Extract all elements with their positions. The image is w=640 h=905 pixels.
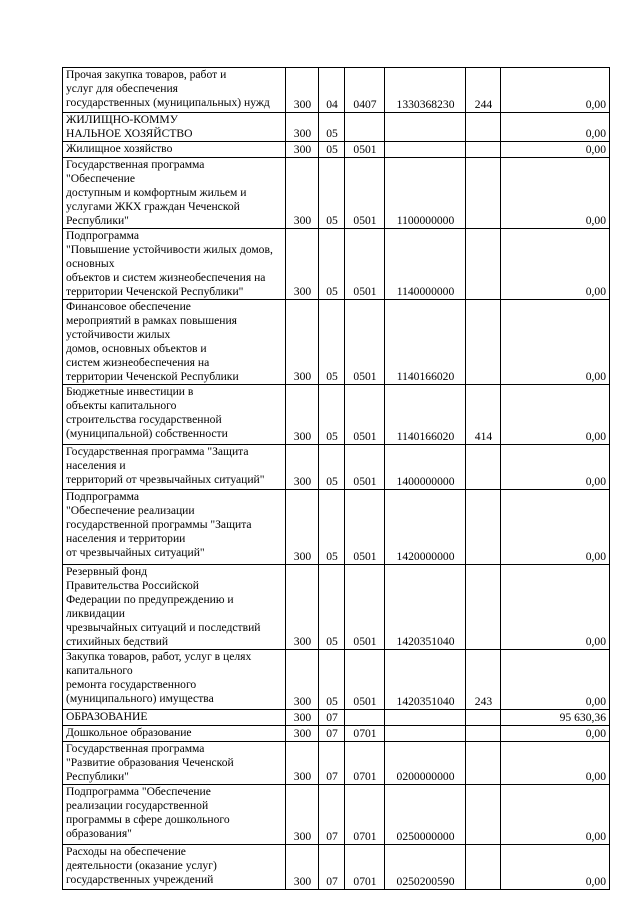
row-section: 05 [319,113,345,142]
row-section: 05 [319,650,345,710]
row-section: 05 [319,229,345,300]
row-name [63,845,286,890]
row-name-line: Подпрограмма [66,490,139,503]
row-name-line: Прочая закупка товаров, работ и [66,68,227,81]
row-name-line: доступным и комфортным жильем и [66,186,247,199]
row-name-line: Правительства Российской [66,579,199,592]
row-expense-type [466,726,501,742]
row-subsection [345,710,385,726]
row-amount: 0,00 [501,158,610,229]
row-name-line: капитального [66,664,133,677]
row-name [63,300,286,385]
row-name-line: государственных учреждений [66,873,214,886]
row-name-line: Подпрограмма [66,229,139,242]
row-subsection: 0701 [345,726,385,742]
table-row [63,300,610,385]
table-row [63,785,610,845]
row-amount: 0,00 [501,68,610,113]
row-name-line: государственной программы "Защита [66,518,252,531]
table-row [63,845,610,890]
row-amount: 0,00 [501,785,610,845]
row-subsection: 0501 [345,445,385,490]
row-name-line: "Обеспечение [66,172,136,185]
row-target-article: 1420351040 [385,650,466,710]
row-name-line: территории Чеченской Республики [66,370,239,383]
row-name-line: систем жизнеобеспечения на [66,356,210,369]
row-amount: 0,00 [501,490,610,565]
row-target-article: 1140166020 [385,300,466,385]
row-expense-type: 414 [466,385,501,445]
row-section: 05 [319,565,345,650]
row-expense-type [466,742,501,785]
table-row [63,229,610,300]
row-amount: 0,00 [501,650,610,710]
row-target-article: 1420000000 [385,490,466,565]
row-name-line: населения и [66,459,126,472]
row-section: 05 [319,158,345,229]
row-subsection: 0407 [345,68,385,113]
row-amount: 0,00 [501,445,610,490]
row-name [63,726,286,742]
row-name-line: "Обеспечение реализации [66,504,195,517]
table-row [63,710,610,726]
table-row [63,445,610,490]
row-target-article: 0200000000 [385,742,466,785]
row-name-line: Федерации по предупреждению и ликвидации [66,593,234,620]
table-row [63,158,610,229]
row-name-line: Бюджетные инвестиции в [66,385,194,398]
row-amount: 0,00 [501,742,610,785]
row-amount: 0,00 [501,565,610,650]
row-name-line: ЖИЛИЩНО-КОММУ [66,113,178,126]
row-admin-code: 300 [286,113,319,142]
row-target-article [385,726,466,742]
row-name-line: (муниципальной) собственности [66,427,228,440]
row-name-line: ОБРАЗОВАНИЕ [66,710,148,723]
row-amount: 0,00 [501,385,610,445]
row-subsection: 0501 [345,650,385,710]
row-name-line: программы в сфере дошкольного [66,813,230,826]
row-name-line: Подпрограмма "Обеспечение [66,785,211,798]
row-name-line: объектов и систем жизнеобеспечения на [66,271,266,284]
row-target-article: 0250000000 [385,785,466,845]
row-subsection: 0501 [345,142,385,158]
row-admin-code: 300 [286,445,319,490]
row-name-line: Дошкольное образование [66,726,192,739]
row-target-article [385,113,466,142]
row-name-line: ремонта государственного [66,678,197,691]
row-admin-code: 300 [286,385,319,445]
row-name-line: Расходы на обеспечение [66,845,186,858]
row-target-article [385,142,466,158]
row-name-line: Государственная программа [66,742,205,755]
row-name-line: услугами ЖКХ граждан Чеченской Республики" [66,200,240,227]
row-section: 05 [319,300,345,385]
table-row [63,726,610,742]
row-target-article: 1140000000 [385,229,466,300]
row-name [63,68,286,113]
row-expense-type [466,229,501,300]
row-section: 05 [319,385,345,445]
row-name-line: (муниципального) имущества [66,692,214,705]
row-target-article: 1100000000 [385,158,466,229]
row-name [63,445,286,490]
row-section: 07 [319,726,345,742]
row-name-line: стихийных бедствий [66,635,169,648]
table-row [63,113,610,142]
row-amount: 0,00 [501,229,610,300]
row-expense-type [466,300,501,385]
row-target-article: 1420351040 [385,565,466,650]
row-section: 05 [319,142,345,158]
row-amount: 0,00 [501,726,610,742]
table-row [63,742,610,785]
row-admin-code: 300 [286,229,319,300]
row-admin-code: 300 [286,710,319,726]
table-row [63,68,610,113]
row-name-line: НАЛЬНОЕ ХОЗЯЙСТВО [66,127,193,140]
row-admin-code: 300 [286,490,319,565]
row-name [63,142,286,158]
row-section: 05 [319,490,345,565]
row-section: 07 [319,710,345,726]
row-expense-type: 243 [466,650,501,710]
row-name-line: Резервный фонд [66,565,148,578]
row-name-line: Закупка товаров, работ, услуг в целях [66,650,252,663]
row-section: 07 [319,845,345,890]
row-name-line: чрезвычайных ситуаций и последствий [66,621,261,634]
row-name-line: населения и территории [66,532,186,545]
row-expense-type [466,710,501,726]
row-target-article: 0250200590 [385,845,466,890]
table-row [63,142,610,158]
row-subsection: 0701 [345,742,385,785]
row-subsection: 0501 [345,385,385,445]
row-expense-type [466,142,501,158]
row-amount: 0,00 [501,142,610,158]
row-expense-type [466,565,501,650]
row-name [63,229,286,300]
row-subsection: 0501 [345,229,385,300]
row-section: 07 [319,742,345,785]
row-expense-type [466,158,501,229]
row-expense-type [466,785,501,845]
row-subsection: 0501 [345,300,385,385]
row-section: 05 [319,445,345,490]
table-row [63,650,610,710]
row-subsection: 0501 [345,565,385,650]
row-name-line: мероприятий в рамках повышения устойчивости жилых [66,314,238,341]
row-name-line: "Развитие образования Чеченской Республики" [66,756,234,783]
row-amount: 0,00 [501,113,610,142]
row-subsection: 0501 [345,158,385,229]
row-amount: 0,00 [501,845,610,890]
row-subsection: 0501 [345,490,385,565]
row-target-article: 1140166020 [385,385,466,445]
row-admin-code: 300 [286,158,319,229]
row-name-line: "Повышение устойчивости жилых домов, основных [66,243,273,270]
row-name-line: Государственная программа [66,158,205,171]
row-name-line: услуг для обеспечения [66,82,178,95]
row-name-line: государственных (муниципальных) нужд [66,96,270,109]
row-expense-type [466,113,501,142]
row-admin-code: 300 [286,845,319,890]
row-expense-type [466,845,501,890]
row-amount: 0,00 [501,300,610,385]
row-name-line: Жилищное хозяйство [66,142,173,155]
row-admin-code: 300 [286,785,319,845]
row-amount: 95 630,36 [501,710,610,726]
row-expense-type: 244 [466,68,501,113]
row-name-line: реализации государственной [66,799,209,812]
row-name [63,385,286,445]
row-name-line: деятельности (оказание услуг) [66,859,217,872]
row-target-article [385,710,466,726]
row-admin-code: 300 [286,142,319,158]
row-name [63,113,286,142]
row-name-line: Государственная программа "Защита [66,445,249,458]
row-name-line: домов, основных объектов и [66,342,207,355]
row-expense-type [466,445,501,490]
row-expense-type [466,490,501,565]
row-name-line: строительства государственной [66,413,222,426]
budget-table [62,67,610,890]
table-row [63,385,610,445]
row-name [63,565,286,650]
row-name-line: объекты капитального [66,399,177,412]
row-admin-code: 300 [286,68,319,113]
row-name [63,785,286,845]
row-name [63,650,286,710]
row-target-article: 1330368230 [385,68,466,113]
row-admin-code: 300 [286,726,319,742]
row-name-line: образования" [66,827,132,840]
row-name [63,710,286,726]
row-name-line: Финансовое обеспечение [66,300,191,313]
row-subsection [345,113,385,142]
row-name [63,158,286,229]
row-name-line: территории Чеченской Республики" [66,285,244,298]
row-admin-code: 300 [286,650,319,710]
row-subsection: 0701 [345,845,385,890]
row-name-line: от чрезвычайных ситуаций" [66,546,205,559]
row-section: 04 [319,68,345,113]
table-row [63,565,610,650]
row-target-article: 1400000000 [385,445,466,490]
row-section: 07 [319,785,345,845]
row-subsection: 0701 [345,785,385,845]
row-admin-code: 300 [286,300,319,385]
row-name [63,742,286,785]
row-name [63,490,286,565]
table-row [63,490,610,565]
row-admin-code: 300 [286,742,319,785]
row-name-line: территорий от чрезвычайных ситуаций" [66,473,265,486]
row-admin-code: 300 [286,565,319,650]
